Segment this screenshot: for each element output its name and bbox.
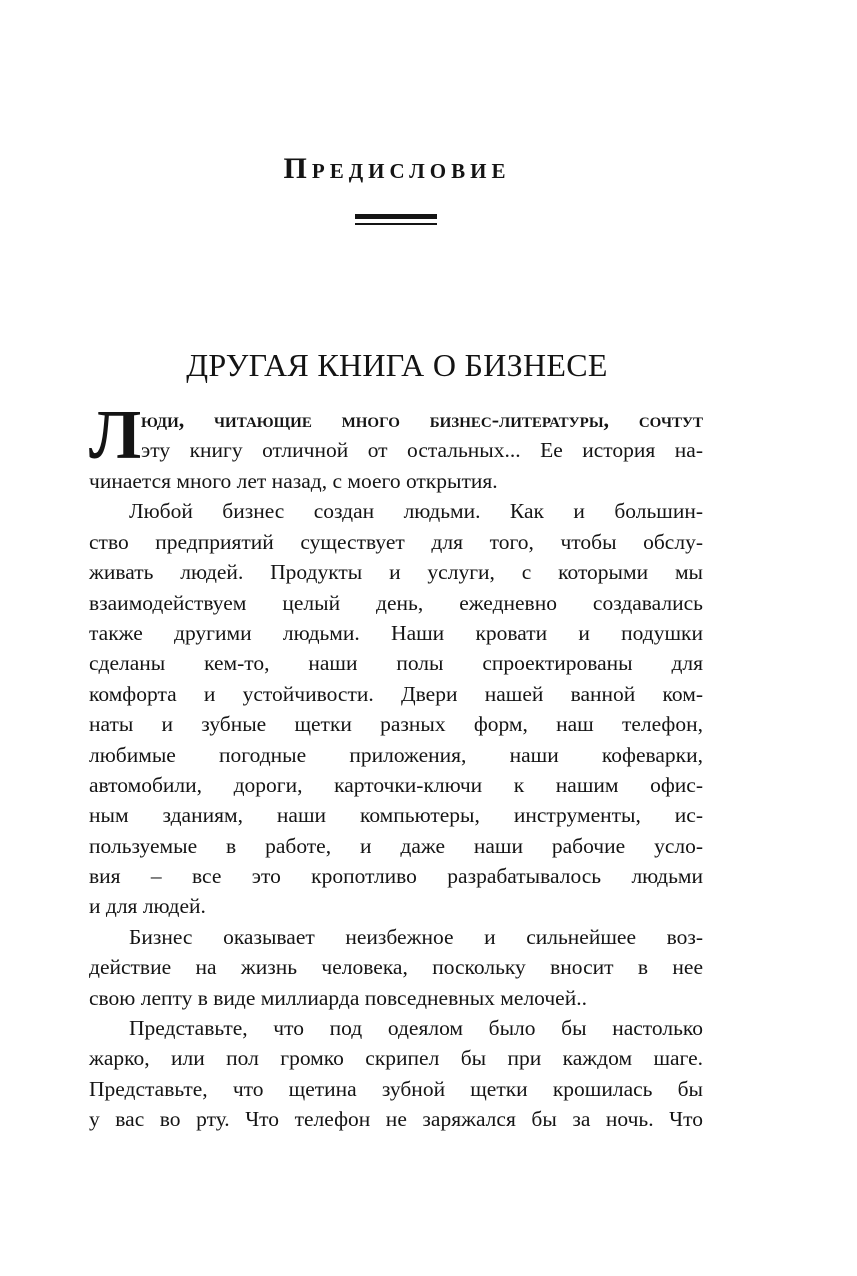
drop-cap: Л xyxy=(89,397,142,474)
body-line: у вас во рту. Что телефон не заряжался бы за ночь. Что xyxy=(89,1107,703,1132)
body-line: живать людей. Продукты и услуги, с которыми мы xyxy=(89,560,703,585)
body-line: Представьте, что под одеялом было бы настолько xyxy=(129,1016,703,1041)
body-line: Представьте, что щетина зубной щетки крошилась бы xyxy=(89,1076,703,1101)
body-line: наты и зубные щетки разных форм, наш телефон, xyxy=(89,712,703,737)
body-line: чинается много лет назад, с моего открытия. xyxy=(89,469,498,493)
body-line: ным зданиям, наши компьютеры, инструменты, ис- xyxy=(89,803,703,828)
body-line: свою лепту в виде миллиарда повседневных мелочей.. xyxy=(89,985,587,1010)
body-line: взаимодействуем целый день, ежедневно создавались xyxy=(89,590,703,615)
body-line: жарко, или пол громко скрипел бы при каждом шаге. xyxy=(89,1046,703,1071)
intro-lines xyxy=(141,405,703,466)
intro-line-1: юди, читающие много бизнес-литературы, сочтут xyxy=(141,407,703,432)
body-line: также другими людьми. Наши кровати и подушки xyxy=(89,620,703,645)
body-line: действие на жизнь человека, поскольку вносит в нее xyxy=(89,955,703,980)
title-rule-thin xyxy=(355,223,437,225)
body-line: и для людей. xyxy=(89,894,206,919)
body-line: автомобили, дороги, карточки-ключи к нашим офис- xyxy=(89,772,703,797)
section-heading: ДРУГАЯ КНИГА О БИЗНЕСЕ xyxy=(186,347,608,383)
body-line: любимые погодные приложения, наши кофеварки, xyxy=(89,742,703,767)
intro-line-2: эту книгу отличной от остальных... Ее история на- xyxy=(141,438,703,463)
body-text xyxy=(89,466,703,1135)
body-line: сделаны кем-то, наши полы спроектированы для xyxy=(89,651,703,676)
body-line: комфорта и устойчивости. Двери нашей ванной ком- xyxy=(89,681,703,706)
body-line: пользуемые в работе, и даже наши рабочие усло- xyxy=(89,833,703,858)
chapter-title: Предисловие xyxy=(283,152,511,185)
body-line: ство предприятий существует для того, чтобы обслу- xyxy=(89,529,703,554)
title-rule-thick xyxy=(355,214,437,219)
body-line: вия – все это кропотливо разрабатывалось людьми xyxy=(89,864,703,889)
body-line: Любой бизнес создан людьми. Как и большин- xyxy=(129,499,703,524)
body-line: Бизнес оказывает неизбежное и сильнейшее воз- xyxy=(129,924,703,949)
